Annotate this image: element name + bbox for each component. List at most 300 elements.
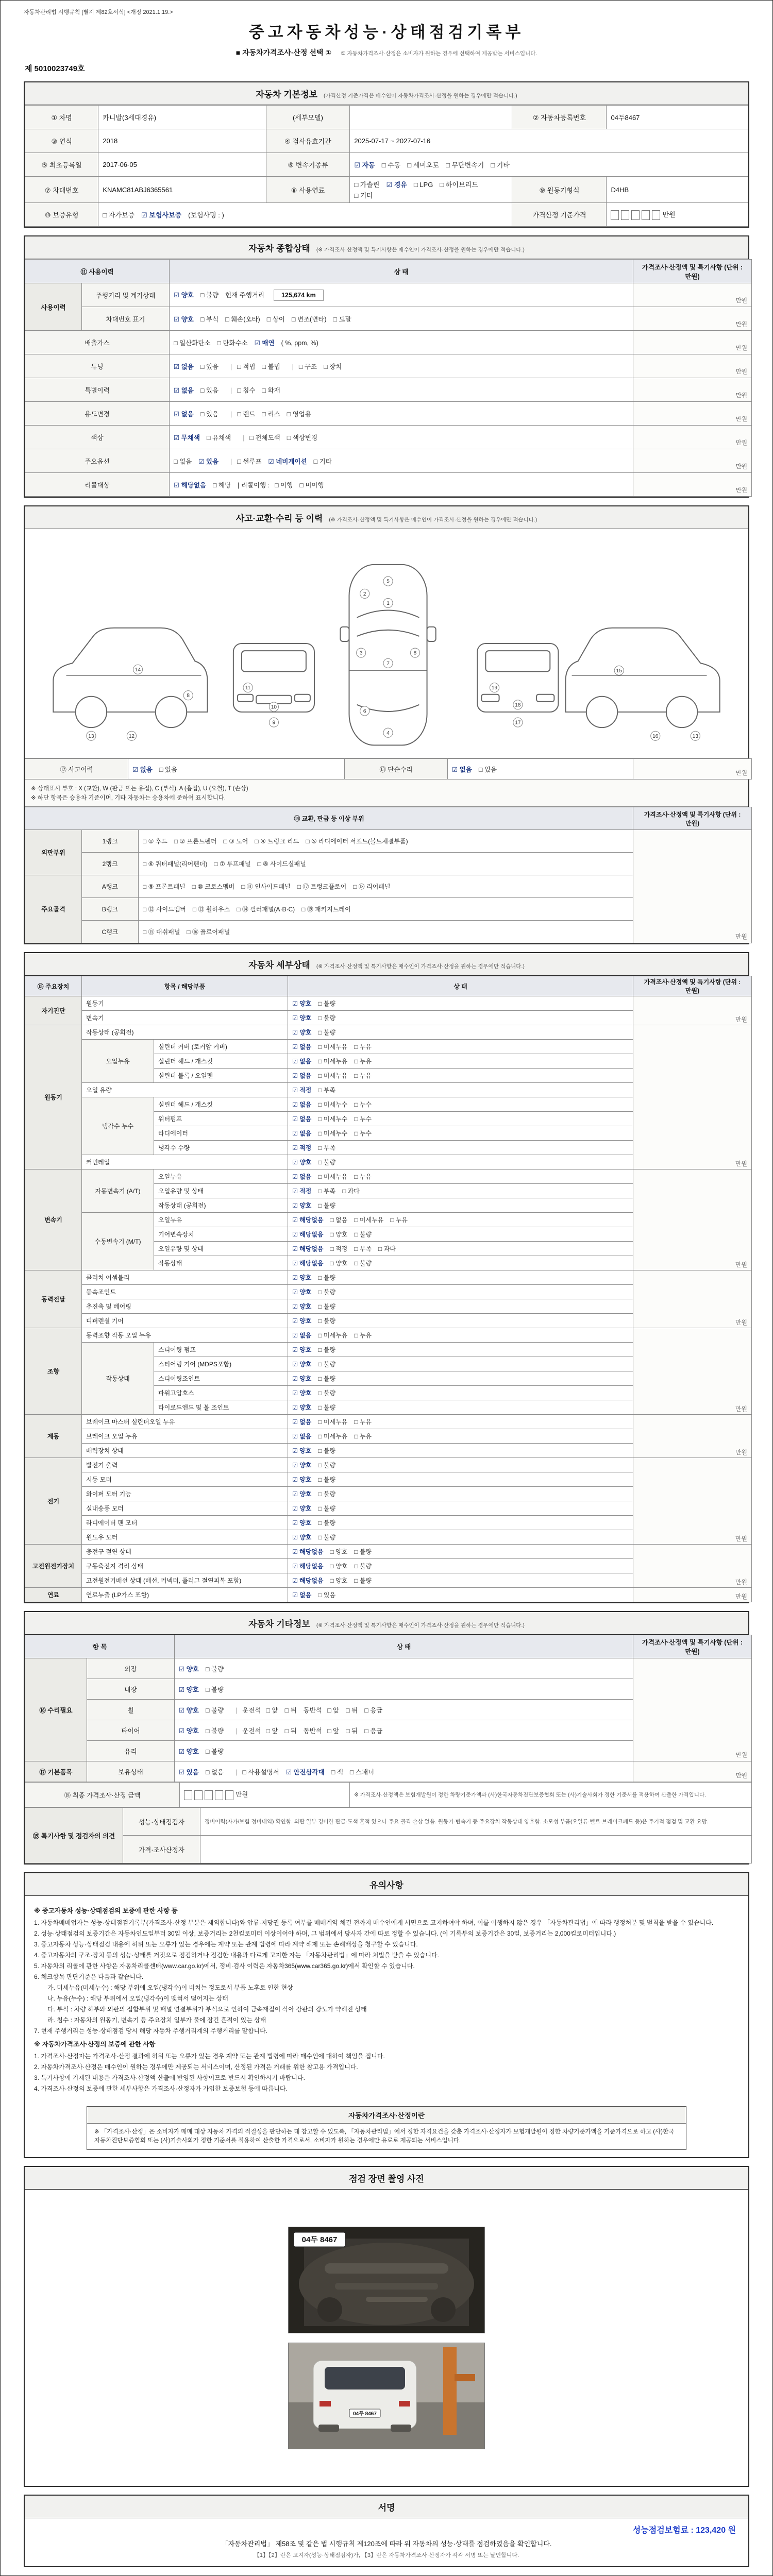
checkbox-양호[interactable]: ☑ 양호	[292, 1375, 312, 1382]
checkbox-과다[interactable]: □ 과다	[378, 1245, 396, 1252]
cell-lbl: ⑧ 사용연료	[266, 177, 350, 203]
document-number: 제 5010023749호	[25, 64, 85, 73]
checkbox-적법[interactable]: □ 적법	[237, 363, 256, 370]
cell-val	[170, 378, 633, 402]
notice-item: 1. 자동차매매업자는 성능·상태점검기록부(가격조사·산정 부분은 제외합니다)와 압류·저당권 등록 여부를 매매계약 체결 전까지 매수인에게 서면으로 고지하여야 하며, 이를 이행하지 않은 경우 「자동차관리법」에 따라 행정처분 및 벌칙을 받을 수 있습니다.	[34, 1919, 714, 1926]
checkbox-있음[interactable]: □ 있음	[159, 766, 178, 773]
checkbox-불량[interactable]: □ 불량	[205, 1686, 224, 1693]
checkbox-미세누유[interactable]: □ 미세누유	[318, 1433, 348, 1440]
checkbox-양호[interactable]: □ 양호	[330, 1563, 348, 1570]
form-reference: 자동차관리법 시행규칙 [별지 제82호서식] <개정 2021.1.19.>	[24, 9, 173, 15]
checkbox-누유[interactable]: □ 누유	[390, 1216, 408, 1224]
license-plate-on-car	[349, 2409, 380, 2417]
checkbox-구조[interactable]: □ 구조	[298, 363, 317, 370]
cell-val	[288, 1400, 633, 1415]
checkbox-이행[interactable]: □ 이행	[275, 481, 293, 489]
checkbox-탄화수소[interactable]: □ 탄화수소	[217, 339, 248, 347]
checkbox-⑩ 크로스멤버[interactable]: □ ⑩ 크로스멤버	[192, 883, 235, 890]
cell-itm: 등속조인트	[82, 1285, 288, 1299]
checkbox-불량[interactable]: □ 불량	[354, 1548, 372, 1555]
cell-lbl: ⑤ 최초등록일	[25, 153, 98, 177]
checkbox-LPG[interactable]: □ LPG	[413, 181, 433, 189]
checkbox-해당없음[interactable]: ☑ 해당없음	[292, 1577, 324, 1584]
checkbox-불량[interactable]: □ 불량	[318, 1476, 336, 1483]
checkbox-응급[interactable]: □ 응급	[364, 1727, 383, 1735]
cell-val	[448, 759, 633, 779]
checkbox-불량[interactable]: □ 불량	[354, 1577, 372, 1584]
cell-lbl: 특별이력	[25, 378, 170, 402]
cell-lbl: 리콜대상	[25, 473, 170, 497]
checkbox-누유[interactable]: □ 누유	[354, 1433, 372, 1440]
cell-text: |	[243, 434, 245, 442]
cell-val	[200, 1808, 752, 1836]
checkbox-양호[interactable]: ☑ 양호	[292, 1274, 312, 1281]
checkbox-불량[interactable]: □ 불량	[200, 291, 219, 299]
checkbox-하이브리드[interactable]: □ 하이브리드	[440, 181, 478, 189]
checkbox-없음[interactable]: ☑ 없음	[292, 1043, 312, 1050]
checkbox-도말[interactable]: □ 도말	[333, 315, 351, 323]
checkbox-세미오토[interactable]: □ 세미오토	[407, 161, 439, 169]
checkbox-누유[interactable]: □ 누유	[354, 1332, 372, 1339]
checkbox-침수[interactable]: □ 침수	[237, 386, 256, 394]
checkbox-불량[interactable]: □ 불량	[318, 1447, 336, 1454]
checkbox-불량[interactable]: □ 불량	[318, 1389, 336, 1397]
checkbox-양호[interactable]: ☑ 양호	[292, 1462, 312, 1469]
cell-val	[288, 1242, 633, 1256]
checkbox-변조(변타)[interactable]: □ 변조(변타)	[291, 315, 327, 323]
checkbox-해당없음[interactable]: ☑ 해당없음	[174, 481, 206, 489]
checkbox-없음[interactable]: ☑ 없음	[292, 1591, 312, 1599]
small-note: 정비이력(자가/보험 정비내역) 확인함. 외판 일부 경미한 판금·도색 흔적 있으나 주요 골격 손상 없음. 원동기·변속기 등 주요장치 작동상태 양호함. 소모성 부품(오일류·벨트·브레이크패드 등)은 주기적 점검 및 교환 요망.	[205, 1818, 709, 1825]
checkbox-없음[interactable]: □ 없음	[330, 1216, 348, 1224]
cell-grp: 제동	[25, 1415, 82, 1458]
digit-box[interactable]	[642, 210, 650, 220]
checkbox-⑫ 사이드멤버[interactable]: □ ⑫ 사이드멤버	[143, 906, 186, 913]
checkbox-양호[interactable]: ☑ 양호	[179, 1706, 199, 1714]
checkbox-자동[interactable]: ☑ 자동	[354, 161, 375, 169]
checkbox-양호[interactable]: ☑ 양호	[292, 1404, 312, 1411]
detailed-condition-title: 자동차 세부상태 (※ 가격조사·산정액 및 특기사항은 매수인이 가격조사·산정을 원하는 경우에만 적습니다.)	[25, 953, 748, 976]
checkbox-미세누유[interactable]: □ 미세누유	[318, 1058, 348, 1065]
checkbox-없음[interactable]: ☑ 없음	[292, 1101, 312, 1108]
checkbox-부족[interactable]: □ 부족	[318, 1188, 336, 1195]
checkbox-미이행[interactable]: □ 미이행	[299, 481, 324, 489]
checkbox-⑱ 리어패널[interactable]: □ ⑱ 리어패널	[353, 883, 391, 890]
checkbox-⑰ 트렁크플로어[interactable]: □ ⑰ 트렁크플로어	[297, 883, 347, 890]
checkbox-양호[interactable]: □ 양호	[330, 1260, 348, 1267]
checkbox-불량[interactable]: □ 불량	[318, 1303, 336, 1310]
checkbox-불량[interactable]: □ 불량	[205, 1727, 224, 1735]
cell-hdr: 상 태	[175, 1635, 633, 1658]
checkbox-응급[interactable]: □ 응급	[364, 1706, 383, 1714]
checkbox-과다[interactable]: □ 과다	[342, 1188, 360, 1195]
checkbox-⑤ 라디에이터 서포트(볼트체결부품)[interactable]: □ ⑤ 라디에이터 서포트(볼트체결부품)	[306, 838, 408, 845]
checkbox-불량[interactable]: □ 불량	[318, 1505, 336, 1512]
checkbox-없음[interactable]: ☑ 없음	[132, 766, 153, 773]
checkbox-양호[interactable]: ☑ 양호	[174, 315, 194, 323]
other-info-table	[25, 1635, 752, 1782]
checkbox-⑭ 필러패널(A·B·C)[interactable]: □ ⑭ 필러패널(A·B·C)	[237, 906, 295, 913]
checkbox-앞[interactable]: □ 앞	[327, 1706, 340, 1714]
checkbox-네비게이션[interactable]: ☑ 네비게이션	[268, 457, 307, 465]
checkbox-있음[interactable]: ☑ 있음	[179, 1768, 199, 1776]
checkbox-기타[interactable]: □ 기타	[313, 457, 332, 465]
checkbox-기타[interactable]: □ 기타	[354, 192, 373, 199]
cell-lbl: 배출가스	[25, 331, 170, 354]
digit-box[interactable]	[611, 210, 619, 220]
checkbox-미세누유[interactable]: □ 미세누유	[318, 1043, 348, 1050]
checkbox-색상변경[interactable]: □ 색상변경	[287, 434, 318, 442]
price-survey-option[interactable]: ■ 자동차가격조사·산정 선택 ①	[236, 48, 332, 57]
checkbox-안전삼각대[interactable]: ☑ 안전삼각대	[285, 1768, 325, 1776]
checkbox-⑧ 사이드실패널[interactable]: □ ⑧ 사이드실패널	[257, 860, 306, 868]
checkbox-없음[interactable]: ☑ 없음	[292, 1058, 312, 1065]
checkbox-뒤[interactable]: □ 뒤	[284, 1727, 297, 1735]
checkbox-있음[interactable]: □ 있음	[478, 766, 497, 773]
checkbox-미세누유[interactable]: □ 미세누유	[318, 1173, 348, 1180]
table-row	[25, 976, 752, 996]
checkbox-불량[interactable]: □ 불량	[318, 1462, 336, 1469]
cell-itm: 스티어링 기어 (MDPS포함)	[154, 1357, 288, 1371]
checkbox-해당없음[interactable]: ☑ 해당없음	[292, 1231, 324, 1238]
checkbox-양호[interactable]: ☑ 양호	[292, 1361, 312, 1368]
checkbox-① 후드[interactable]: □ ① 후드	[143, 838, 167, 845]
cell-hdr: 상 태	[288, 976, 633, 996]
digit-box[interactable]	[194, 1790, 203, 1800]
checkbox-적정[interactable]: □ 적정	[330, 1245, 348, 1252]
checkbox-미세누유[interactable]: □ 미세누유	[354, 1216, 384, 1224]
checkbox-리스[interactable]: □ 리스	[262, 410, 280, 418]
checkbox-썬루프[interactable]: □ 썬루프	[237, 457, 262, 465]
cell-hdr: 가격조사·산정액 및 특기사항 (단위 : 만원)	[633, 807, 752, 830]
cell-lbl: ② 자동차등록번호	[512, 106, 607, 129]
checkbox-미세누유[interactable]: □ 미세누유	[318, 1332, 348, 1339]
cell-sub: 수동변속기 (M/T)	[82, 1213, 154, 1270]
checkbox-양호[interactable]: ☑ 양호	[292, 1289, 312, 1296]
checkbox-양호[interactable]: ☑ 양호	[179, 1665, 199, 1673]
checkbox-누유[interactable]: □ 누유	[354, 1173, 372, 1180]
checkbox-불량[interactable]: □ 불량	[318, 1490, 336, 1498]
digit-box[interactable]	[631, 210, 640, 220]
checkbox-없음[interactable]: ☑ 없음	[174, 386, 194, 394]
checkbox-불량[interactable]: □ 불량	[354, 1231, 372, 1238]
checkbox-해당없음[interactable]: ☑ 해당없음	[292, 1548, 324, 1555]
checkbox-없음[interactable]: □ 없음	[174, 457, 192, 465]
checkbox-⑯ 플로어패널[interactable]: □ ⑯ 플로어패널	[187, 928, 230, 936]
checkbox-⑦ 루프패널[interactable]: □ ⑦ 루프패널	[214, 860, 251, 868]
cell-lbl: A랭크	[82, 875, 139, 898]
checkbox-부족[interactable]: □ 부족	[354, 1245, 372, 1252]
cell-val	[175, 1679, 633, 1700]
checkbox-스패너[interactable]: □ 스패너	[349, 1768, 375, 1776]
digit-box[interactable]	[225, 1790, 233, 1800]
checkbox-있음[interactable]: □ 있음	[200, 386, 219, 394]
checkbox-불량[interactable]: □ 불량	[205, 1748, 224, 1755]
checkbox-누유[interactable]: □ 누유	[354, 1072, 372, 1079]
checkbox-양호[interactable]: ☑ 양호	[292, 1303, 312, 1310]
checkbox-매연[interactable]: ☑ 매연	[254, 339, 275, 347]
checkbox-양호[interactable]: ☑ 양호	[292, 1346, 312, 1353]
checkbox-⑲ 패키지트레이[interactable]: □ ⑲ 패키지트레이	[301, 906, 351, 913]
cell-lbl: 차대번호 표기	[82, 307, 170, 331]
checkbox-누유[interactable]: □ 누유	[354, 1043, 372, 1050]
checkbox-해당없음[interactable]: ☑ 해당없음	[292, 1245, 324, 1252]
cell-grp: 동력전달	[25, 1270, 82, 1328]
checkbox-불량[interactable]: □ 불량	[205, 1665, 224, 1673]
checkbox-불량[interactable]: □ 불량	[318, 1534, 336, 1541]
inspection-photo-underbody[interactable]	[288, 2227, 485, 2333]
checkbox-적정[interactable]: ☑ 적정	[292, 1144, 312, 1151]
checkbox-없음[interactable]: ☑ 없음	[292, 1433, 312, 1440]
cell-itm: 시동 모터	[82, 1472, 288, 1487]
checkbox-양호[interactable]: ☑ 양호	[292, 1490, 312, 1498]
cell-text: |	[230, 457, 232, 465]
checkbox-불량[interactable]: □ 불량	[318, 1375, 336, 1382]
table-row	[25, 1415, 752, 1429]
cell-val	[288, 1472, 633, 1487]
table-row	[25, 283, 752, 307]
license-plate-overlay	[294, 2232, 345, 2247]
cell-val	[170, 307, 633, 331]
cell-val	[288, 1501, 633, 1516]
table-row	[25, 1270, 752, 1285]
checkbox-누수[interactable]: □ 누수	[354, 1115, 372, 1123]
checkbox-양호[interactable]: □ 양호	[330, 1577, 348, 1584]
checkbox-⑨ 프론트패널[interactable]: □ ⑨ 프론트패널	[143, 883, 186, 890]
checkbox-⑪ 인사이드패널[interactable]: □ ⑪ 인사이드패널	[241, 883, 291, 890]
checkbox-불량[interactable]: □ 불량	[318, 1519, 336, 1527]
checkbox-경유[interactable]: ☑ 경유	[386, 181, 407, 189]
checkbox-기타[interactable]: □ 기타	[491, 161, 510, 169]
checkbox-부족[interactable]: □ 부족	[318, 1144, 336, 1151]
checkbox-양호[interactable]: ☑ 양호	[292, 1000, 312, 1007]
checkbox-화재[interactable]: □ 화재	[262, 386, 280, 394]
checkbox-④ 트렁크 리드[interactable]: □ ④ 트렁크 리드	[255, 838, 299, 845]
digit-box[interactable]	[215, 1790, 223, 1800]
cell-itm: 오일유량 및 상태	[154, 1184, 288, 1198]
checkbox-양호[interactable]: ☑ 양호	[292, 1014, 312, 1022]
checkbox-앞[interactable]: □ 앞	[266, 1727, 278, 1735]
checkbox-누수[interactable]: □ 누수	[354, 1130, 372, 1137]
checkbox-있음[interactable]: ☑ 있음	[198, 457, 219, 465]
checkbox-해당없음[interactable]: ☑ 해당없음	[292, 1260, 324, 1267]
checkbox-렌트[interactable]: □ 렌트	[237, 410, 256, 418]
checkbox-양호[interactable]: ☑ 양호	[174, 291, 194, 299]
cell-text: 운전석	[242, 1706, 261, 1714]
cell-sub: 자동변속기 (A/T)	[82, 1170, 154, 1213]
checkbox-없음[interactable]: ☑ 없음	[292, 1332, 312, 1339]
checkbox-불량[interactable]: □ 불량	[318, 1159, 336, 1166]
cell-prc: 만원	[633, 378, 752, 402]
cell-itm: 기어변속장치	[154, 1227, 288, 1242]
signature-body	[25, 2518, 748, 2566]
checkbox-누유[interactable]: □ 누유	[354, 1418, 372, 1426]
checkbox-없음[interactable]: ☑ 없음	[292, 1130, 312, 1137]
checkbox-없음[interactable]: ☑ 없음	[174, 410, 194, 418]
cell-text: |	[236, 1727, 238, 1735]
cell-lbl: 2랭크	[82, 853, 139, 875]
checkbox-유채색[interactable]: □ 유채색	[206, 434, 231, 442]
checkbox-양호[interactable]: ☑ 양호	[292, 1505, 312, 1512]
cell-val	[288, 1371, 633, 1386]
cell-hdr: ⑭ 교환, 판금 등 이상 부위	[25, 807, 633, 830]
checkbox-미세누수[interactable]: □ 미세누수	[318, 1101, 348, 1108]
checkbox-양호[interactable]: □ 양호	[330, 1548, 348, 1555]
checkbox-잭[interactable]: □ 잭	[331, 1768, 343, 1776]
cell-lbl: 가격산정 기준가격	[512, 203, 607, 227]
document-header	[24, 8, 749, 74]
cell-val	[139, 898, 633, 921]
final-price-table	[25, 1782, 752, 1807]
digit-box[interactable]	[621, 210, 629, 220]
checkbox-앞[interactable]: □ 앞	[327, 1727, 340, 1735]
cell-grp: 원동기	[25, 1025, 82, 1170]
cell-itm: 브레이크 오일 누유	[82, 1429, 288, 1444]
checkbox-불량[interactable]: □ 불량	[205, 1706, 224, 1714]
checkbox-있음[interactable]: □ 있음	[318, 1591, 336, 1599]
cell-lbl: ⑦ 차대번호	[25, 177, 98, 203]
digit-box[interactable]	[184, 1790, 192, 1800]
checkbox-없음[interactable]: ☑ 없음	[292, 1115, 312, 1123]
checkbox-양호[interactable]: ☑ 양호	[292, 1317, 312, 1325]
checkbox-있음[interactable]: □ 있음	[200, 363, 219, 370]
checkbox-훼손(오타)[interactable]: □ 훼손(오타)	[225, 315, 260, 323]
checkbox-무채색[interactable]: ☑ 무채색	[174, 434, 200, 442]
checkbox-수동[interactable]: □ 수동	[381, 161, 401, 169]
checkbox-양호[interactable]: ☑ 양호	[179, 1727, 199, 1735]
checkbox-⑬ 휠하우스[interactable]: □ ⑬ 휠하우스	[192, 906, 230, 913]
cell-lbl: 보유상태	[87, 1761, 175, 1782]
checkbox-③ 도어[interactable]: □ ③ 도어	[223, 838, 248, 845]
checkbox-없음[interactable]: ☑ 없음	[292, 1173, 312, 1180]
cell-val	[175, 1720, 633, 1741]
checkbox-양호[interactable]: ☑ 양호	[292, 1029, 312, 1036]
checkbox-없음[interactable]: ☑ 없음	[452, 766, 472, 773]
checkbox-없음[interactable]: ☑ 없음	[292, 1418, 312, 1426]
inspection-photo-rear[interactable]	[288, 2343, 485, 2449]
checkbox-불량[interactable]: □ 불량	[354, 1260, 372, 1267]
cell-itm: 오일누유	[154, 1213, 288, 1227]
checkbox-누수[interactable]: □ 누수	[354, 1101, 372, 1108]
cell-hdr: 가격조사·산정액 및 특기사항 (단위 : 만원)	[633, 260, 752, 283]
checkbox-불법[interactable]: □ 불법	[262, 363, 280, 370]
checkbox-불량[interactable]: □ 불량	[318, 1346, 336, 1353]
checkbox-불량[interactable]: □ 불량	[318, 1014, 336, 1022]
checkbox-전체도색[interactable]: □ 전체도색	[249, 434, 280, 442]
cell-lbl: ⑨ 원동기형식	[512, 177, 607, 203]
checkbox-해당없음[interactable]: ☑ 해당없음	[292, 1216, 324, 1224]
digit-box[interactable]	[652, 210, 660, 220]
checkbox-양호[interactable]: ☑ 양호	[292, 1476, 312, 1483]
checkbox-적정[interactable]: ☑ 적정	[292, 1087, 312, 1094]
checkbox-보험사보증[interactable]: ☑ 보험사보증	[141, 211, 182, 219]
checkbox-양호[interactable]: ☑ 양호	[292, 1519, 312, 1527]
digit-box[interactable]	[205, 1790, 213, 1800]
checkbox-없음[interactable]: ☑ 없음	[174, 363, 194, 370]
checkbox-앞[interactable]: □ 앞	[266, 1706, 278, 1714]
checkbox-영업용[interactable]: □ 영업용	[287, 410, 311, 418]
checkbox-불량[interactable]: □ 불량	[318, 1317, 336, 1325]
table-row	[25, 1836, 752, 1863]
checkbox-미세누수[interactable]: □ 미세누수	[318, 1130, 348, 1137]
checkbox-② 프론트펜더[interactable]: □ ② 프론트펜더	[174, 838, 217, 845]
checkbox-불량[interactable]: □ 불량	[318, 1404, 336, 1411]
checkbox-자가보증[interactable]: □ 자가보증	[103, 211, 135, 219]
checkbox-미세누유[interactable]: □ 미세누유	[318, 1072, 348, 1079]
checkbox-불량[interactable]: □ 불량	[318, 1202, 336, 1209]
price-definition-title: 자동차가격조사·산정이란	[87, 2107, 686, 2124]
cell-val	[288, 1256, 633, 1270]
cell-text: ( %, ppm, %)	[281, 339, 318, 347]
checkbox-누유[interactable]: □ 누유	[354, 1058, 372, 1065]
checkbox-미세누수[interactable]: □ 미세누수	[318, 1115, 348, 1123]
cell-text: |	[230, 386, 232, 394]
checkbox-뒤[interactable]: □ 뒤	[346, 1706, 358, 1714]
small-note: ※ 가격조사·산정액은 보험개발원이 정한 차량기준가액과 (사)한국자동차진단보증협회 또는 (사)기술사회가 정한 기준서를 적용하여 산출한 가격입니다.	[354, 1791, 706, 1798]
checkbox-양호[interactable]: ☑ 양호	[292, 1534, 312, 1541]
checkbox-양호[interactable]: ☑ 양호	[292, 1447, 312, 1454]
checkbox-불량[interactable]: □ 불량	[318, 1289, 336, 1296]
checkbox-⑮ 대쉬패널[interactable]: □ ⑮ 대쉬패널	[143, 928, 180, 936]
cell-itm: 라디에이터	[154, 1126, 288, 1141]
cell-val	[170, 331, 633, 354]
checkbox-장치[interactable]: □ 장치	[324, 363, 342, 370]
checkbox-있음[interactable]: □ 있음	[200, 410, 219, 418]
checkbox-적정[interactable]: ☑ 적정	[292, 1188, 312, 1195]
side-view-right	[566, 628, 720, 727]
cell-lbl: ⑩ 보증유형	[25, 203, 98, 227]
checkbox-없음[interactable]: ☑ 없음	[292, 1072, 312, 1079]
checkbox-양호[interactable]: ☑ 양호	[292, 1159, 312, 1166]
checkbox-없음[interactable]: □ 없음	[205, 1768, 224, 1776]
checkbox-불량[interactable]: □ 불량	[318, 1274, 336, 1281]
checkbox-불량[interactable]: □ 불량	[318, 1000, 336, 1007]
checkbox-양호[interactable]: ☑ 양호	[292, 1202, 312, 1209]
checkbox-해당[interactable]: □ 해당	[212, 481, 231, 489]
checkbox-가솔린[interactable]: □ 가솔린	[354, 181, 380, 189]
checkbox-부족[interactable]: □ 부족	[318, 1087, 336, 1094]
checkbox-상이[interactable]: □ 상이	[266, 315, 285, 323]
checkbox-불량[interactable]: □ 불량	[318, 1361, 336, 1368]
checkbox-불량[interactable]: □ 불량	[354, 1563, 372, 1570]
cell-lbl: ⑬ 단순수리	[345, 759, 448, 779]
checkbox-뒤[interactable]: □ 뒤	[346, 1727, 358, 1735]
section-basic-info	[24, 81, 749, 228]
checkbox-사용설명서[interactable]: □ 사용설명서	[242, 1768, 279, 1776]
checkbox-미세누유[interactable]: □ 미세누유	[318, 1418, 348, 1426]
checkbox-양호[interactable]: ☑ 양호	[179, 1686, 199, 1693]
cell-val	[175, 1700, 633, 1720]
checkbox-해당없음[interactable]: ☑ 해당없음	[292, 1563, 324, 1570]
checkbox-불량[interactable]: □ 불량	[318, 1029, 336, 1036]
cell-lbl: 유리	[87, 1741, 175, 1761]
checkbox-부식[interactable]: □ 부식	[200, 315, 219, 323]
checkbox-무단변속기[interactable]: □ 무단변속기	[446, 161, 484, 169]
cell-val	[288, 1083, 633, 1097]
checkbox-양호[interactable]: ☑ 양호	[179, 1748, 199, 1755]
cell-val: 04두8467	[607, 106, 748, 129]
notice-item: 2. 자동차가격조사·산정은 매수인이 원하는 경우에만 제공되는 서비스이며, 산정된 가격은 거래를 위한 참고용 가격입니다.	[34, 2063, 358, 2071]
checkbox-뒤[interactable]: □ 뒤	[284, 1706, 297, 1714]
cell-val	[288, 1227, 633, 1242]
table-row	[25, 1761, 752, 1782]
checkbox-양호[interactable]: ☑ 양호	[292, 1389, 312, 1397]
cell-val	[288, 1025, 633, 1040]
section-accident-history	[24, 505, 749, 944]
checkbox-일산화탄소[interactable]: □ 일산화탄소	[174, 339, 211, 347]
checkbox-⑥ 쿼터패널(리어펜더)[interactable]: □ ⑥ 쿼터패널(리어펜더)	[143, 860, 208, 868]
checkbox-양호[interactable]: □ 양호	[330, 1231, 348, 1238]
